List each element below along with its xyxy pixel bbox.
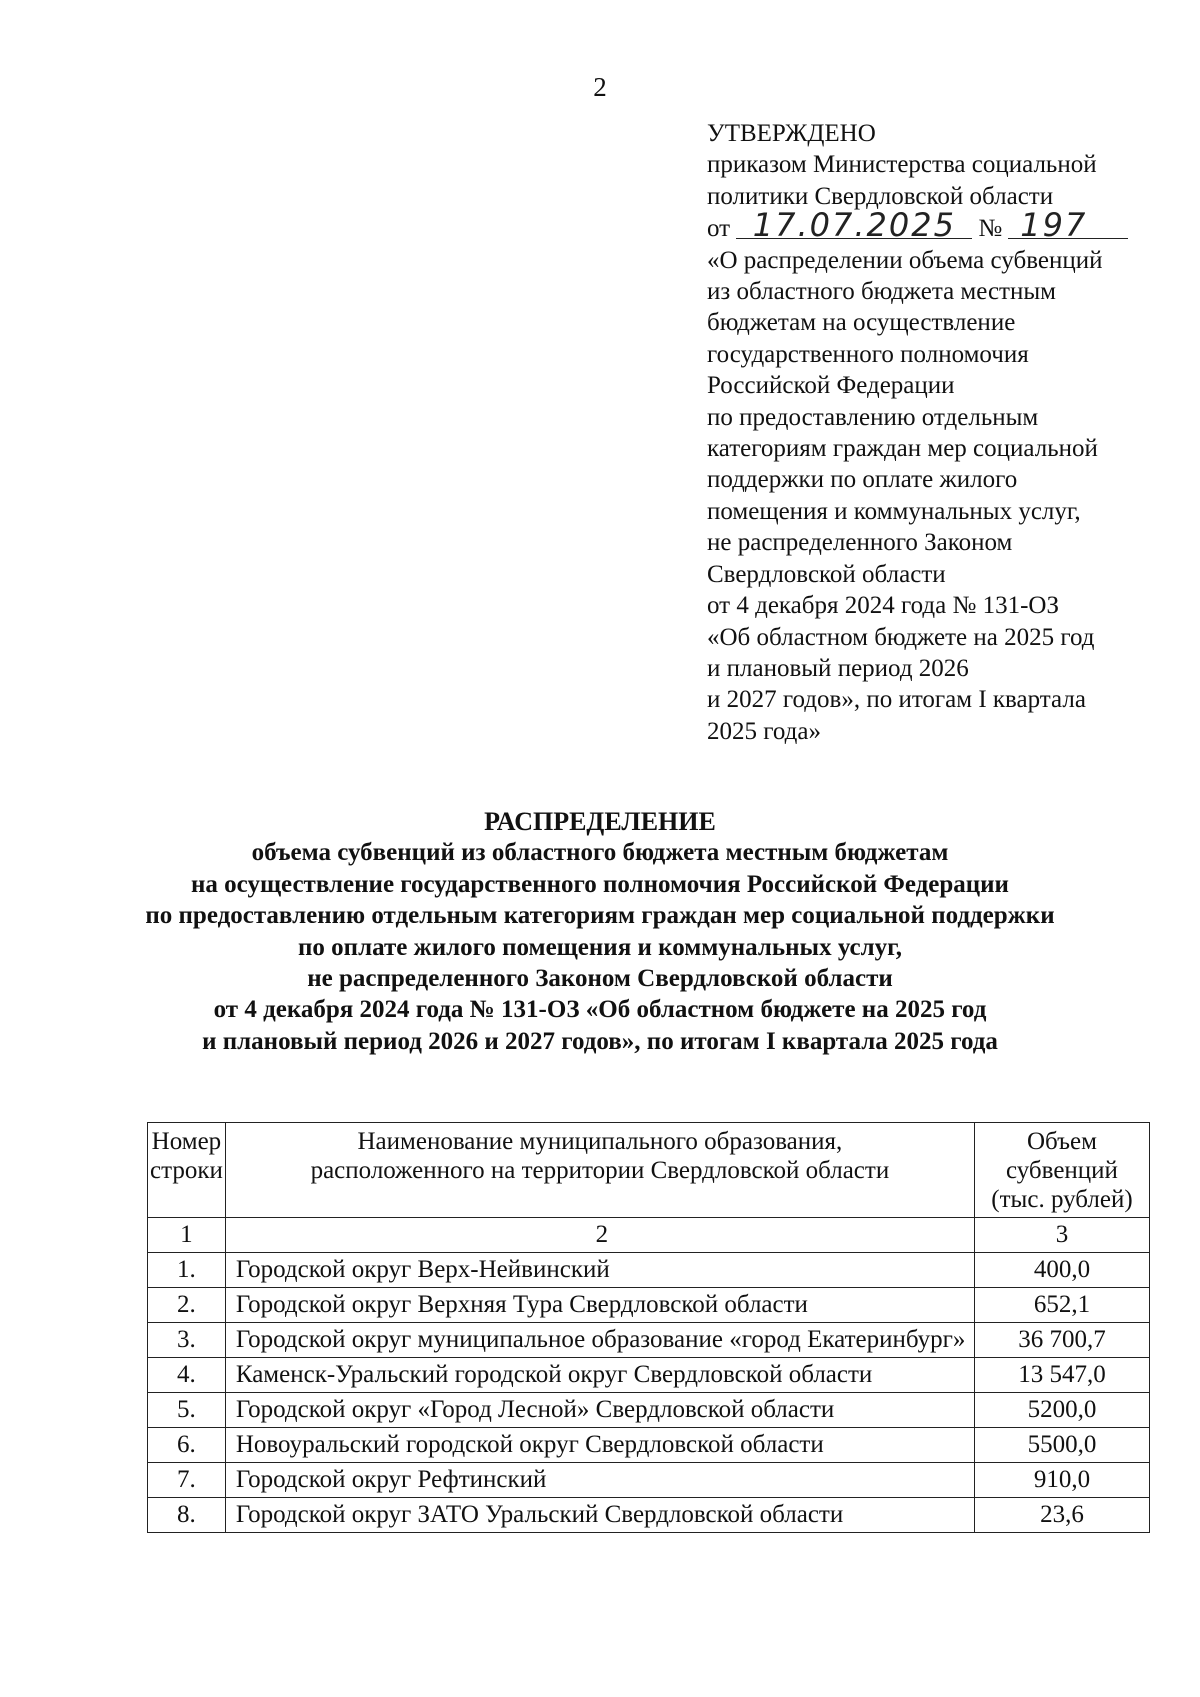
title-line: на осуществление государственного полномочия Российской Федерации <box>191 870 1009 898</box>
table-row <box>148 1428 1150 1463</box>
approval-order-title-line: по предоставлению отдельным <box>707 403 1039 431</box>
amount-cell: 5200,0 <box>974 1393 1149 1428</box>
header-row-number: Номер строки <box>148 1123 226 1218</box>
title-line: объема субвенций из областного бюджета местным бюджетам <box>251 839 949 867</box>
approval-order-title-line: Российской Федерации <box>707 372 955 400</box>
header-municipality-name: Наименование муниципального образования, расположенного на территории Свердловской области <box>225 1123 974 1218</box>
table-body <box>148 1218 1150 1533</box>
handwritten-number: 197 <box>1008 212 1128 239</box>
handwritten-date: 17.07.2025 <box>736 212 972 239</box>
approval-order-title-line: от 4 декабря 2024 года № 131-ОЗ <box>707 592 1059 620</box>
approval-order-title-line: «Об областном бюджете на 2025 год <box>707 623 1095 651</box>
title-line: и плановый период 2026 и 2027 годов», по итогам I квартала 2025 года <box>202 1027 998 1055</box>
approval-order-title-line: из областного бюджета местным <box>707 278 1056 306</box>
approval-order-title-line: поддержки по оплате жилого <box>707 466 1018 494</box>
row-number-cell: 5. <box>148 1393 226 1428</box>
row-number-cell: 7. <box>148 1463 226 1498</box>
amount-cell: 13 547,0 <box>974 1358 1149 1393</box>
municipality-name-cell: Городской округ ЗАТО Уральский Свердловской области <box>225 1498 974 1533</box>
approval-date-line <box>707 206 1167 245</box>
column-index: 1 <box>148 1218 226 1253</box>
page-number: 2 <box>593 72 607 102</box>
header-subvention-amount: Объем субвенций (тыс. рублей) <box>974 1123 1149 1218</box>
column-index: 2 <box>225 1218 974 1253</box>
approval-order-title-line: Свердловской области <box>707 560 946 588</box>
document-title <box>0 806 1200 1057</box>
amount-cell: 910,0 <box>974 1463 1149 1498</box>
municipality-name-cell: Каменск-Уральский городской округ Свердловской области <box>225 1358 974 1393</box>
table-row <box>148 1393 1150 1428</box>
date-prefix: от <box>707 215 731 243</box>
municipality-name-cell: Городской округ Верх-Нейвинский <box>225 1253 974 1288</box>
approval-order-title-line: «О распределении объема субвенций <box>707 246 1103 274</box>
number-sign: № <box>978 215 1003 243</box>
row-number-cell: 8. <box>148 1498 226 1533</box>
amount-cell: 36 700,7 <box>974 1323 1149 1358</box>
title-line: от 4 декабря 2024 года № 131-ОЗ «Об областном бюджете на 2025 год <box>213 996 987 1024</box>
approval-order-title-line: и 2027 годов», по итогам I квартала <box>707 686 1086 714</box>
approval-order-title <box>707 245 1167 748</box>
row-number-cell: 6. <box>148 1428 226 1463</box>
approval-order-title-line: категориям граждан мер социальной <box>707 435 1098 463</box>
row-number-cell: 2. <box>148 1288 226 1323</box>
approval-order-title-line: 2025 года» <box>707 717 821 745</box>
column-index-row <box>148 1218 1150 1253</box>
municipality-name-cell: Городской округ Верхняя Тура Свердловской области <box>225 1288 974 1323</box>
title-line: по предоставлению отдельным категориям граждан мер социальной поддержки <box>145 902 1055 930</box>
title-line: по оплате жилого помещения и коммунальных услуг, <box>298 933 902 961</box>
table-header-row <box>148 1123 1150 1218</box>
municipality-name-cell: Городской округ «Город Лесной» Свердловской области <box>225 1393 974 1428</box>
approval-heading: УТВЕРЖДЕНО <box>707 120 876 147</box>
table-row <box>148 1358 1150 1393</box>
municipality-name-cell: Городской округ Рефтинский <box>225 1463 974 1498</box>
approval-order-title-line: и плановый период 2026 <box>707 654 969 682</box>
title-main: РАСПРЕДЕЛЕНИЕ <box>484 807 716 836</box>
row-number-cell: 3. <box>148 1323 226 1358</box>
table-row <box>148 1288 1150 1323</box>
amount-cell: 400,0 <box>974 1253 1149 1288</box>
distribution-table <box>147 1122 1150 1533</box>
title-line: не распределенного Законом Свердловской области <box>307 965 893 993</box>
approval-order-title-line: бюджетам на осуществление <box>707 309 1016 337</box>
table-row <box>148 1498 1150 1533</box>
amount-cell: 652,1 <box>974 1288 1149 1323</box>
table-row <box>148 1463 1150 1498</box>
amount-cell: 23,6 <box>974 1498 1149 1533</box>
amount-cell: 5500,0 <box>974 1428 1149 1463</box>
approval-order-title-line: государственного полномочия <box>707 340 1029 368</box>
municipality-name-cell: Городской округ муниципальное образование «город Екатеринбург» <box>225 1323 974 1358</box>
approval-stamp <box>707 118 1167 747</box>
table-row <box>148 1253 1150 1288</box>
title-subtitle <box>0 837 1200 1057</box>
approval-line: политики Свердловской области <box>707 182 1054 210</box>
approval-order-title-line: помещения и коммунальных услуг, <box>707 497 1081 525</box>
row-number-cell: 4. <box>148 1358 226 1393</box>
approval-line: приказом Министерства социальной <box>707 151 1097 179</box>
row-number-cell: 1. <box>148 1253 226 1288</box>
approval-order-title-line: не распределенного Законом <box>707 529 1013 557</box>
column-index: 3 <box>974 1218 1149 1253</box>
municipality-name-cell: Новоуральский городской округ Свердловской области <box>225 1428 974 1463</box>
table-row <box>148 1323 1150 1358</box>
